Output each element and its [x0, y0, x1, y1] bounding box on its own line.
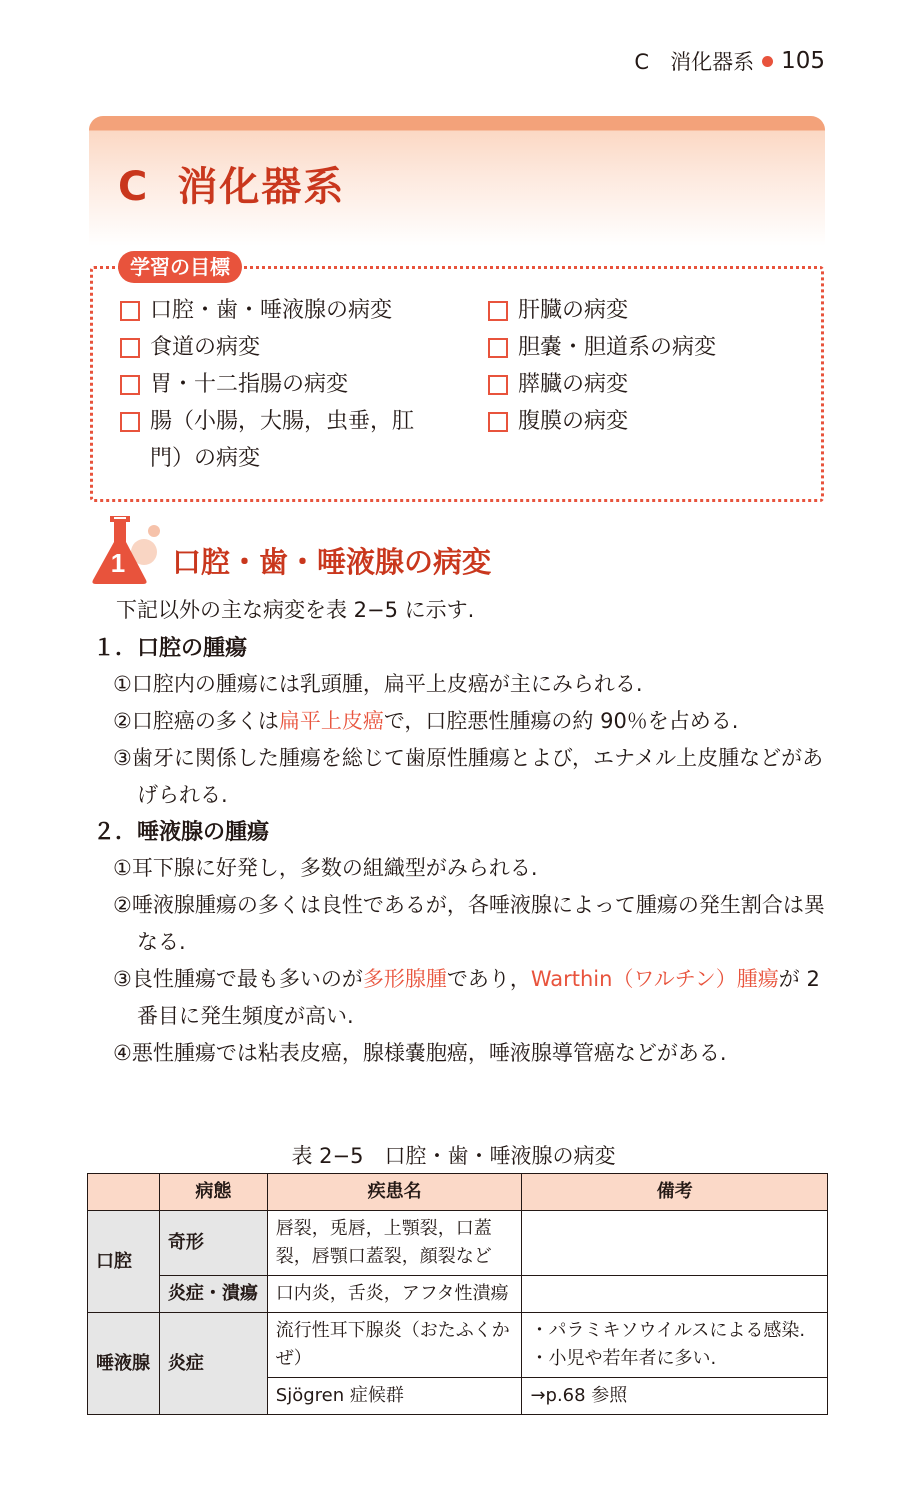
goal-item — [488, 403, 808, 440]
checkbox-icon — [120, 412, 140, 432]
goal-text: 口腔・歯・唾液腺の病変 — [150, 298, 393, 323]
learning-goals-label: 学習の目標 — [118, 251, 242, 283]
list-item-text: であり， — [446, 967, 531, 991]
goal-item — [488, 329, 808, 366]
header-cell — [88, 1174, 160, 1211]
list-item: ①耳下腺に好発し，多数の組織型がみられる. — [113, 856, 538, 880]
goal-text: 肝臓の病変 — [518, 298, 629, 323]
condition-cell: 奇形 — [159, 1211, 267, 1276]
checkbox-icon — [120, 301, 140, 321]
goal-item — [120, 403, 440, 440]
list-item — [93, 961, 827, 1035]
goal-text: 腹膜の病変 — [518, 409, 629, 434]
goal-text: 胃・十二指腸の病変 — [150, 372, 349, 397]
subsection-heading: ２．唾液腺の腫瘍 — [93, 820, 270, 845]
note-cell — [522, 1313, 828, 1378]
note-cell — [522, 1276, 828, 1313]
page-number: 105 — [781, 48, 825, 74]
checkbox-icon — [120, 375, 140, 395]
highlight-term: 扁平上皮癌 — [278, 709, 384, 733]
goals-column-left — [120, 292, 440, 477]
chapter-title — [118, 155, 345, 212]
oral-tumor-list — [93, 666, 827, 814]
table-header-row — [88, 1174, 828, 1211]
intro-text-c: に示す. — [398, 598, 475, 622]
table-row — [88, 1211, 828, 1276]
lesion-table — [87, 1173, 828, 1415]
category-cell: 口腔 — [88, 1211, 160, 1313]
checkbox-icon — [488, 338, 508, 358]
condition-cell: 炎症・潰瘍 — [159, 1276, 267, 1313]
list-item: ④悪性腫瘍では粘表皮癌，腺様嚢胞癌，唾液腺導管癌などがある. — [113, 1041, 727, 1065]
goal-text: 胆嚢・胆道系の病変 — [518, 335, 717, 360]
highlight-term: 多形腺腫 — [362, 967, 447, 991]
bullet-dot-icon — [762, 56, 773, 67]
disease-cell: 口内炎，舌炎，アフタ性潰瘍 — [267, 1276, 522, 1313]
running-head-section: C 消化器系 — [634, 50, 755, 74]
running-head — [634, 46, 825, 76]
checkbox-icon — [488, 412, 508, 432]
chapter-title-text: 消化器系 — [177, 164, 346, 210]
list-item: ②唾液腺腫瘍の多くは良性であるが，各唾液腺によって腫瘍の発生割合は異なる. — [113, 893, 825, 954]
checkbox-icon — [488, 301, 508, 321]
condition-cell: 炎症 — [159, 1313, 267, 1415]
goal-text: 食道の病変 — [150, 335, 261, 360]
table-caption: 表 2−5 口腔・歯・唾液腺の病変 — [291, 1144, 616, 1168]
goal-item — [120, 292, 440, 329]
table-reference: 表 2−5 — [326, 598, 398, 622]
list-item — [93, 703, 827, 740]
disease-cell: Sjögren 症候群 — [267, 1378, 522, 1415]
flask-icon — [88, 514, 168, 586]
note-cell: →p.68 参照 — [522, 1378, 828, 1415]
note-line: ・小児や若年者に多い. — [530, 1348, 717, 1369]
table-row — [88, 1313, 828, 1378]
intro-text — [116, 592, 850, 629]
goals-column-right — [488, 292, 808, 440]
header-cell: 備考 — [522, 1174, 828, 1211]
list-item-text: ③良性腫瘍で最も多いのが — [113, 967, 363, 991]
category-cell: 唾液腺 — [88, 1313, 160, 1415]
list-item-text: で，口腔悪性腫瘍の約 90％を占める. — [383, 709, 739, 733]
disease-cell: 唇裂，兎唇，上顎裂，口蓋裂，唇顎口蓋裂，顔裂など — [267, 1211, 522, 1276]
salivary-tumor-list — [93, 850, 827, 1072]
goal-item — [488, 292, 808, 329]
goal-text: 膵臓の病変 — [518, 372, 629, 397]
list-item: ①口腔内の腫瘍には乳頭腫，扁平上皮癌が主にみられる. — [113, 672, 643, 696]
note-line: ・パラミキソウイルスによる感染. — [530, 1320, 806, 1341]
list-item-text: ②口腔癌の多くは — [113, 709, 279, 733]
goal-item — [120, 329, 440, 366]
section-number: 1 — [110, 548, 126, 578]
list-item: ③歯牙に関係した腫瘍を総じて歯原性腫瘍とよび，エナメル上皮腫などがあげられる. — [113, 746, 824, 807]
section-title: 口腔・歯・唾液腺の病変 — [172, 545, 492, 579]
checkbox-icon — [120, 338, 140, 358]
subsection-heading: １．口腔の腫瘍 — [93, 636, 248, 661]
header-cell: 病態 — [159, 1174, 267, 1211]
goal-text-continuation: 門）の病変 — [150, 446, 261, 471]
header-cell: 疾患名 — [267, 1174, 522, 1211]
checkbox-icon — [488, 375, 508, 395]
note-cell — [522, 1211, 828, 1276]
list-item-text: が 2 番目に発生頻度が高い. — [137, 967, 820, 1028]
chapter-letter: C — [118, 164, 150, 210]
intro-text-a: 下記以外の主な病変を — [116, 598, 326, 622]
table-row — [88, 1276, 828, 1313]
goal-item — [488, 366, 808, 403]
disease-cell: 流行性耳下腺炎（おたふくかぜ） — [267, 1313, 522, 1378]
goal-text: 腸（小腸，大腸，虫垂，肛 — [150, 409, 415, 434]
goal-item — [120, 366, 440, 403]
highlight-term: Warthin（ワルチン）腫瘍 — [530, 967, 779, 991]
